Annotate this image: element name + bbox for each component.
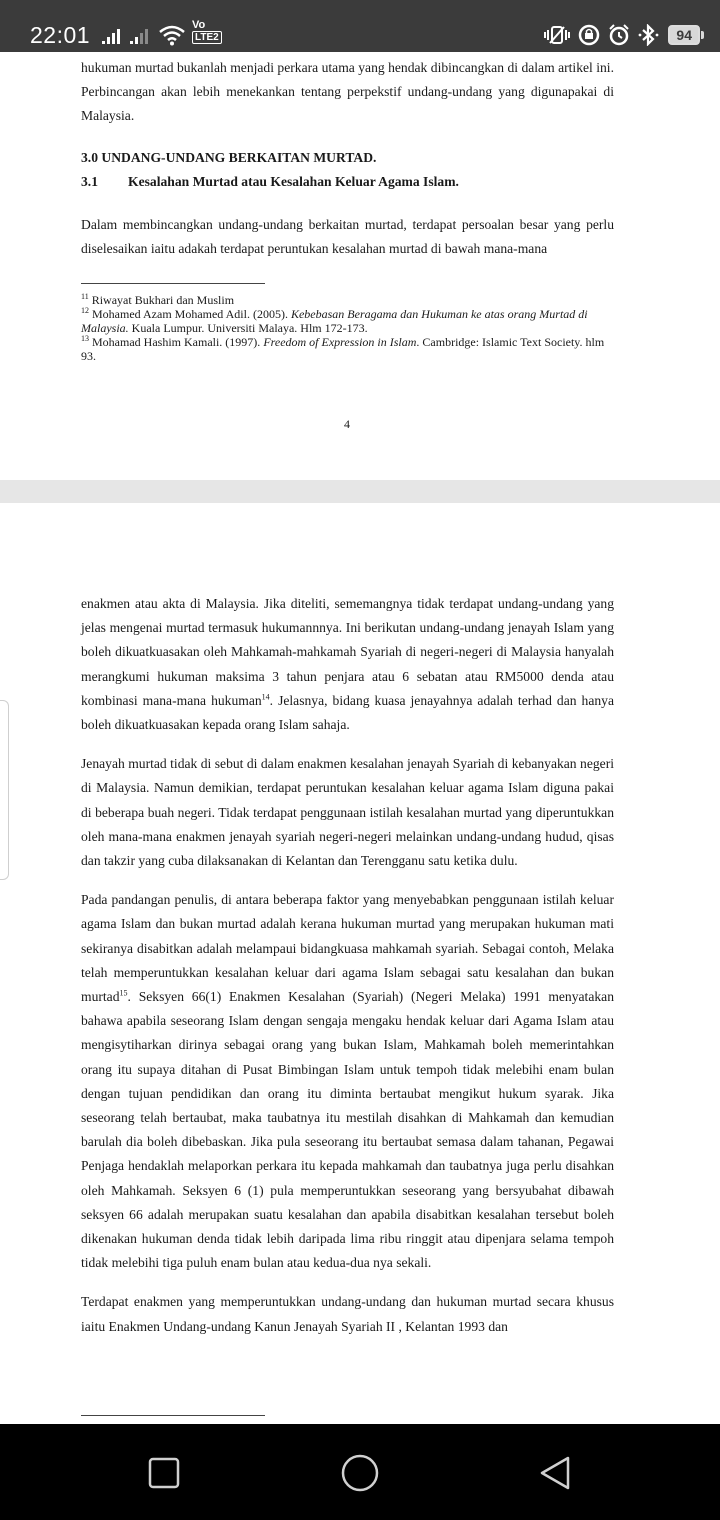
body-paragraph: Jenayah murtad tidak di sebut di dalam enakmen kesalahan jenayah Syariah di kebanyakan negeri di Malaysia. Namun demikian, terdapat peruntukan kesalahan keluar agama Islam diguna pakai di beberapa buah negeri. Tidak terdapat penggunaan istilah kesalahan murtad yang diperuntukkan oleh mana-mana enakmen jenayah syariah negeri-negeri melainkan undang-undang hudud, qisas dan takzir yang cuba dilaksanakan di Kelantan dan Terengganu satu ketika dulu. (81, 756, 614, 869)
signal-icon (130, 27, 148, 44)
subsection-number: 3.1 (81, 174, 98, 189)
status-bar (0, 0, 720, 52)
page-number: 4 (344, 417, 350, 431)
recents-button[interactable] (145, 1454, 183, 1497)
home-button[interactable] (340, 1454, 380, 1499)
edge-panel-handle[interactable] (0, 700, 9, 880)
footnote-divider (81, 283, 265, 284)
document-page-5[interactable] (0, 503, 720, 1424)
data-saver-icon (578, 24, 600, 46)
network-type-label: Vo LTE2 (192, 20, 222, 44)
back-triangle-icon (536, 1454, 574, 1492)
battery-icon: 94 (668, 25, 700, 45)
body-paragraph: Terdapat enakmen yang memperuntukkan undang-undang dan hukuman murtad secara khusus iaitu Enakmen Undang-undang Kanun Jenayah Syariah II , Kelantan 1993 dan (81, 1294, 614, 1334)
navigation-bar (0, 1424, 720, 1520)
wifi-icon (158, 24, 186, 51)
circle-icon (340, 1454, 380, 1494)
clock: 22:01 (30, 22, 91, 48)
footnote: $^{12}$ Mohamed Azam Mohamed Adil. (2005). Kebebasan Beragama dan Hukuman ke atas orang Murtad di Malaysia. Kuala Lumpur. Universiti Malaya. Hlm 172-173. (81, 306, 588, 335)
bluetooth-icon (638, 24, 660, 46)
footnote: $^{11}$ Riwayat Bukhari dan Muslim (81, 292, 235, 307)
footnote-divider (81, 1415, 265, 1416)
alarm-icon (608, 24, 630, 46)
subsection-title: Kesalahan Murtad atau Kesalahan Keluar Agama Islam. (128, 174, 459, 189)
body-paragraph: Pada pandangan penulis, di antara beberapa faktor yang menyebabkan penggunaan istilah keluar agama Islam dan bukan murtad adalah kerana hukuman murtad yang merupakan hukuman mati sekiranya disabitkan adalah melampaui bidangkuasa mahkamah syariah. Sebagai contoh, Melaka telah memperuntukkan kesalahan keluar dari agama Islam sebagai satu kesalahan dan bukan murtad$^{15}$. Seksyen 66(1) Enakmen Kesalahan (Syariah) (Negeri Melaka) 1991 menyatakan bahawa apabila seseorang Islam dengan sengaja mengaku hendak keluar dari Agama Islam atau mengisytiharkan dirinya sebagai orang yang bukan Islam, Mahkamah boleh memerintahkan orang itu supaya ditahan di Pusat Bimbingan Islam untuk tempoh tidak melebihi enam bulan dengan tujuan pendidikan dan orang itu diminta bertaubat mengikut hukum syarak. Jika seseorang telah bertaubat, maka taubatnya itu mestilah disahkan di Mahkamah dan kemudian barulah dia boleh dibebaskan. Jika pula seseorang itu bertaubat semasa dalam tahanan, Pegawai Penjaga hendaklah melaporkan perkara itu kepada mahkamah dan taubatnya juga perlu disahkan oleh Mahkamah. Seksyen 6 (1) pula memperuntukkan seseorang yang bersyubahat dibawah seksyen 66 adalah merupakan suatu kesalahan dan apabila disabitkan kesalahan tersebut boleh dikenakan hukuman denda tidak lebih daripada lima ribu ringgit atau dipenjara selama tempoh tidak melebihi tiga puluh enam bulan atau kedua-dua nya sekali. (81, 892, 614, 1271)
document-page-4[interactable] (0, 52, 720, 480)
square-icon (145, 1454, 183, 1492)
status-icons (544, 24, 700, 46)
footnote: $^{13}$ Mohamad Hashim Kamali. (1997). Freedom of Expression in Islam. Cambridge: Islamic Text Society. hlm 93. (81, 334, 605, 363)
intro-paragraph: hukuman murtad bukanlah menjadi perkara utama yang hendak dibincangkan di dalam artikel ini. Perbincangan akan lebih menekankan tentang perpekstif undang-undang yang digunapakai di Malaysia. (81, 60, 614, 124)
back-button[interactable] (536, 1454, 574, 1497)
page-body (81, 592, 614, 1354)
footnotes (81, 293, 614, 363)
section-heading: 3.0 UNDANG-UNDANG BERKAITAN MURTAD. (81, 150, 377, 165)
body-paragraph: Dalam membincangkan undang-undang berkaitan murtad, terdapat persoalan besar yang perlu diselesaikan iaitu adakah terdapat peruntukan kesalahan murtad di bawah mana-mana (81, 217, 614, 257)
body-paragraph: enakmen atau akta di Malaysia. Jika diteliti, sememangnya tidak terdapat undang-undang yang jelas mengenai murtad termasuk hukumannnya. Ini berikutan undang-undang jenayah Islam yang boleh dikuatkuasakan oleh Mahkamah-mahkamah Syariah di negeri-negeri di Malaysia hanyalah merangkumi hukuman maksima 3 tahun penjara atau 6 sebatan atau RM5000 denda atau kombinasi mana-mana hukuman$^{14}$. Jelasnya, bidang kuasa jenayahnya adalah terhad dan hanya boleh dikuatkuasakan kepada orang Islam sahaja. (81, 596, 614, 733)
vibrate-icon (544, 25, 570, 45)
signal-icon (102, 27, 120, 44)
subsection-heading (81, 174, 459, 190)
